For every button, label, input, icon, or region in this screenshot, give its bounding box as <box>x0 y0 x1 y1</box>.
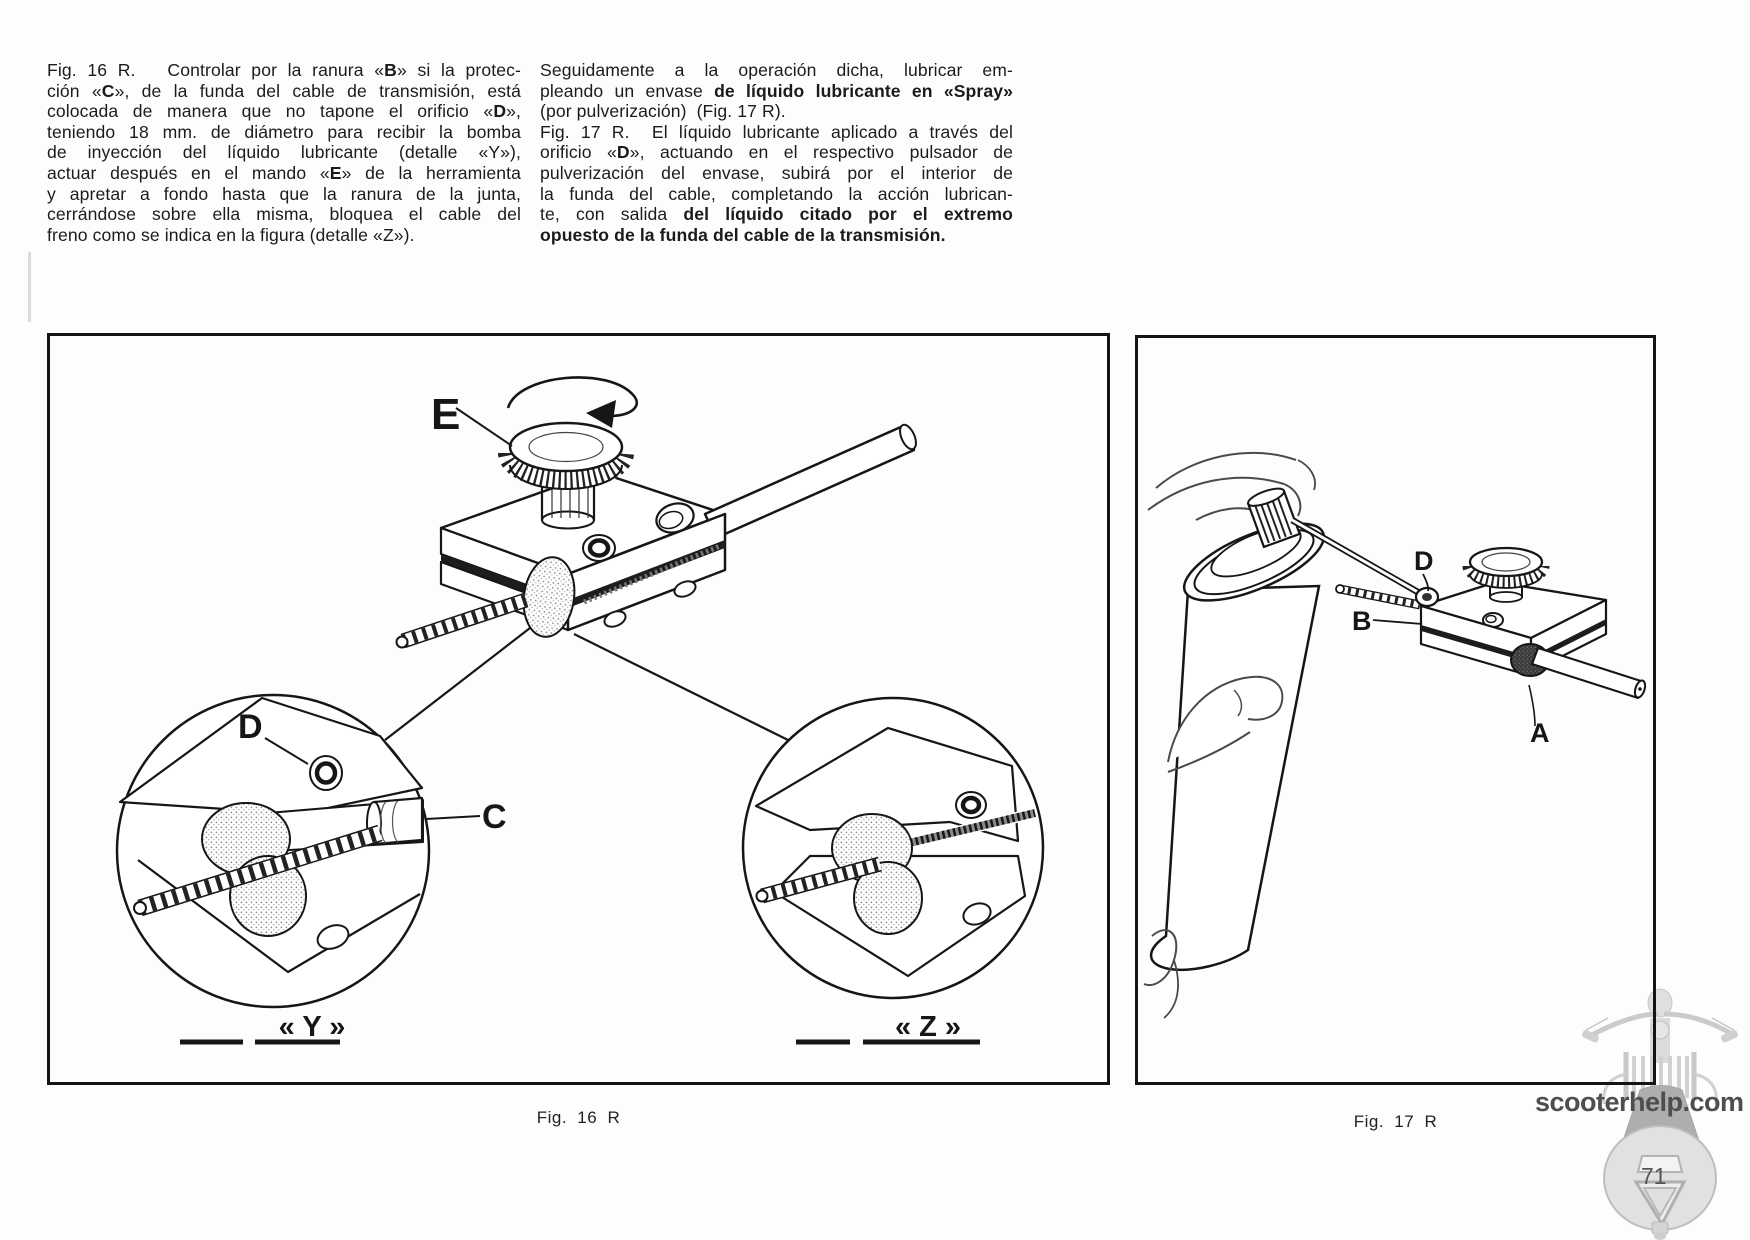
cable-sheath-rod <box>705 422 919 538</box>
label-d: D <box>238 708 263 746</box>
sheath-rod <box>1532 648 1647 699</box>
text-line <box>47 163 521 184</box>
text-line <box>540 101 1013 122</box>
text-segment: » si la protec- <box>396 60 521 80</box>
fig16-frame <box>47 333 1110 1085</box>
text-line <box>540 142 1013 163</box>
scan-artifact <box>28 252 31 322</box>
text-segment: Fig. 16 R. Controlar por la ranura « <box>47 60 385 80</box>
text-line <box>47 142 521 163</box>
label-c: C <box>482 798 507 836</box>
text-column-1 <box>47 60 521 245</box>
text-segment-bold: C <box>101 80 115 101</box>
text-segment-bold: D <box>616 142 630 163</box>
text-segment: actuar después en el mando « <box>47 162 330 183</box>
fig17-caption: Fig. 17 R <box>1353 1112 1438 1131</box>
detail-y-label: « Y » <box>278 1011 346 1043</box>
orifice-d-ring <box>1416 588 1438 606</box>
text-line <box>540 81 1013 102</box>
detail-circle-z <box>743 698 1043 1043</box>
detail-circle-y <box>117 695 507 1043</box>
tool-block <box>1416 548 1647 699</box>
fig16-drawing <box>50 336 1107 1082</box>
text-segment: te, con salida <box>540 204 684 225</box>
text-segment: (por pulverización) (Fig. 17 R). <box>540 101 786 122</box>
text-line <box>47 60 521 81</box>
label-b-leader <box>1373 620 1422 624</box>
text-segment: de inyección del líquido lubricante (detalle «Y»), <box>47 142 521 163</box>
text-line <box>540 163 1013 184</box>
fig16-caption: Fig. 16 R <box>536 1108 621 1127</box>
text-segment: pulverización del envase, subirá por el interior de <box>540 162 1013 183</box>
text-segment: colocada de manera que no tapone el orificio « <box>47 101 494 122</box>
text-segment: freno como se indica en la figura (detalle «Z»). <box>47 224 415 245</box>
text-segment: », <box>506 101 521 122</box>
text-column-2 <box>540 60 1013 245</box>
text-segment-bold: opuesto de la funda del cable de la transmisión. <box>540 224 946 245</box>
text-segment: y apretar a fondo hasta que la ranura de la junta, <box>47 183 521 204</box>
label-e: E <box>431 390 461 439</box>
text-segment: ción « <box>47 80 102 101</box>
fig17-frame <box>1135 335 1656 1085</box>
detail-leader-lines <box>385 628 788 740</box>
text-line <box>540 122 1013 143</box>
text-line <box>540 60 1013 81</box>
orifice-d <box>310 756 342 790</box>
label-b: B <box>1352 606 1372 636</box>
text-line <box>47 225 521 246</box>
text-segment: », de la funda del cable de transmisión, está <box>114 80 521 101</box>
cable-adjuster-tool <box>397 377 920 647</box>
text-segment: teniendo 18 mm. de diámetro para recibir la bomba <box>47 121 521 142</box>
page-number: 71 <box>1641 1163 1667 1189</box>
text-segment-bold: D <box>493 101 507 122</box>
text-segment: » de la herramienta <box>341 162 522 183</box>
adjuster-knob <box>510 423 622 489</box>
label-d: D <box>1414 546 1434 576</box>
text-segment: orificio « <box>540 142 617 163</box>
label-c-leader <box>426 816 480 819</box>
detail-z-label: « Z » <box>894 1011 962 1043</box>
text-line <box>47 184 521 205</box>
text-segment: », actuando en el respectivo pulsador de <box>629 142 1014 163</box>
spray-can <box>1151 485 1334 970</box>
label-e-leader <box>456 408 512 446</box>
text-segment-bold: de líquido lubricante en «Spray» <box>714 80 1014 101</box>
text-segment: cerrándose sobre ella misma, bloquea el cable del <box>47 204 521 225</box>
text-segment: Fig. 17 R. El líquido lubricante aplicado a través del <box>540 121 1013 142</box>
text-segment: Seguidamente a la operación dicha, lubricar em- <box>540 60 1013 80</box>
text-segment: pleando un envase <box>540 80 715 101</box>
watermark-site-text: scooterhelp.com <box>1535 1087 1744 1117</box>
text-line <box>540 184 1013 205</box>
label-a: A <box>1530 718 1550 748</box>
text-segment-bold: del líquido citado por el extremo <box>683 204 1014 225</box>
text-segment-bold: B <box>384 60 397 80</box>
rotation-arrow <box>508 377 637 428</box>
text-line <box>47 101 521 122</box>
text-segment-bold: E <box>329 162 342 183</box>
text-line <box>540 225 1013 246</box>
text-segment: la funda del cable, completando la acción lubrican- <box>540 183 1013 204</box>
text-line <box>47 204 521 225</box>
text-line <box>47 122 521 143</box>
text-line <box>47 81 521 102</box>
text-line <box>540 204 1013 225</box>
fig17-drawing <box>1138 338 1653 1082</box>
inner-cable <box>397 600 527 648</box>
